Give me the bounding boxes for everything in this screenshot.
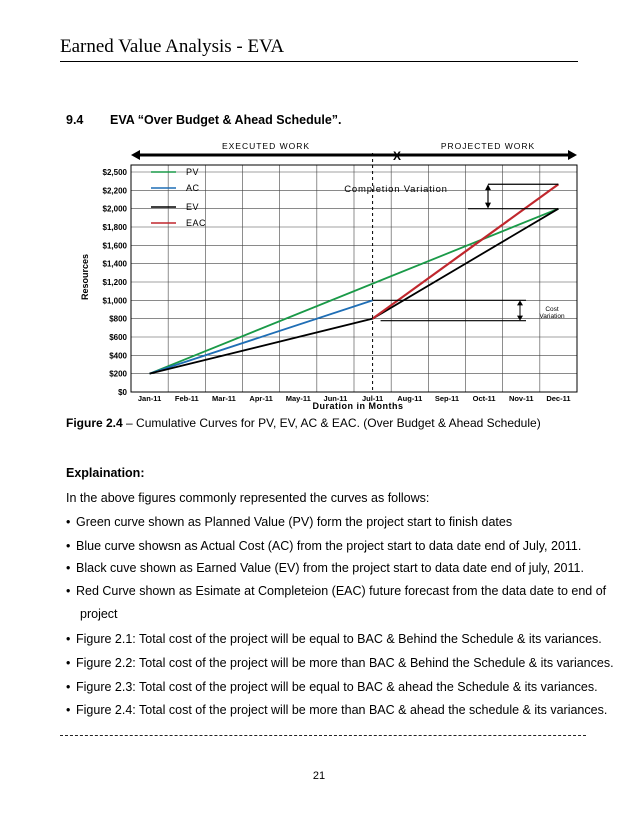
y-tick-label: $400 — [109, 351, 127, 361]
data-date-marker: X — [392, 149, 402, 163]
y-tick-label: $1,400 — [102, 259, 127, 269]
bullet-dot: • — [66, 584, 71, 598]
x-tick-label: Apr-11 — [249, 394, 273, 403]
top-label-executed: EXECUTED WORK — [221, 141, 311, 151]
figure-caption — [66, 416, 541, 430]
section-title — [66, 113, 342, 127]
legend-ac-label: AC — [186, 183, 200, 193]
cost-variation-label-2: Variation — [539, 313, 565, 320]
y-tick-label: $1,600 — [102, 241, 127, 251]
x-tick-label: Jan-11 — [137, 394, 162, 403]
bullet-text: Figure 2.1: Total cost of the project will be equal to BAC & Behind the Schedule & its variances. — [76, 632, 602, 646]
y-tick-label: $1,200 — [102, 278, 127, 287]
bullet-continuation: project — [80, 607, 118, 621]
legend — [151, 167, 206, 228]
bullet-dot: • — [66, 539, 71, 553]
bullet-text: Figure 2.2: Total cost of the project will be more than BAC & Behind the Schedule & its variances. — [76, 656, 614, 670]
x-tick-label: Jul-11 — [361, 394, 384, 403]
footer-rule — [60, 735, 586, 736]
figure-caption-text: – Cumulative Curves for PV, EV, AC & EAC. (Over Budget & Ahead Schedule) — [122, 416, 541, 430]
y-tick-label: $1,800 — [102, 223, 127, 232]
bullet-item — [66, 539, 581, 553]
x-tick-label: Oct-11 — [472, 394, 496, 403]
cost-variation-label-1: Cost — [545, 306, 559, 313]
y-tick-label: $200 — [109, 369, 127, 379]
page-number: 21 — [312, 770, 326, 782]
bullet-text: Figure 2.4: Total cost of the project will be more than BAC & ahead the schedule & its variances. — [76, 703, 608, 717]
completion-arrowhead-down — [485, 203, 491, 209]
y-tick-label: $2,200 — [102, 186, 127, 196]
explanation-title: Explaination: — [66, 466, 145, 480]
y-tick-label: $2,500 — [102, 168, 127, 177]
page-header-title: Earned Value Analysis - EVA — [60, 36, 285, 57]
bullet-text: Figure 2.3: Total cost of the project will be equal to BAC & ahead the Schedule & its variances. — [76, 680, 598, 694]
bullet-text: Green curve shown as Planned Value (PV) form the project start to finish dates — [76, 515, 513, 529]
y-tick-label: $600 — [109, 333, 127, 342]
arrowhead-right — [568, 150, 577, 160]
explanation-intro: In the above figures commonly represented the curves as follows: — [66, 491, 430, 505]
bullet-item — [66, 515, 512, 529]
legend-eac-label: EAC — [186, 218, 207, 228]
figure-caption-label: Figure 2.4 — [66, 416, 123, 430]
x-tick-label: Jun-11 — [323, 394, 348, 403]
bullet-dot: • — [66, 561, 71, 575]
bullet-item — [66, 656, 614, 670]
y-tick-label: $800 — [109, 314, 127, 324]
top-label-projected: PROJECTED WORK — [440, 141, 536, 151]
bullet-text: Black cuve shown as Earned Value (EV) from the project start to data date end of july, 2011. — [76, 561, 584, 575]
bullet-text: Red Curve shown as Esimate at Completeion (EAC) future forecast from the data date to end of — [76, 584, 607, 598]
bullet-item — [66, 703, 607, 717]
x-tick-label: Aug-11 — [397, 394, 423, 403]
x-tick-label: Sep-11 — [434, 394, 460, 403]
section-heading: EVA “Over Budget & Ahead Schedule”. — [110, 113, 342, 127]
completion-variation-label: Completion Variation — [344, 184, 448, 195]
bullet-dot: • — [66, 703, 71, 717]
cost-arrowhead-up — [517, 300, 523, 305]
y-axis-title: Resources — [80, 253, 90, 301]
x-tick-label: Feb-11 — [174, 394, 199, 403]
x-tick-label: May-11 — [285, 394, 311, 403]
bullet-dot: • — [66, 515, 71, 529]
header-rule — [60, 61, 578, 62]
completion-arrowhead-up — [485, 184, 491, 190]
x-tick-label: Nov-11 — [508, 394, 534, 403]
bullet-dot: • — [66, 656, 71, 670]
bullet-item — [66, 561, 584, 575]
x-axis-title: Duration in Months — [312, 401, 404, 411]
x-tick-label: Dec-11 — [546, 394, 571, 403]
bullet-item — [66, 680, 598, 694]
bullet-dot: • — [66, 680, 71, 694]
y-tick-label: $2,000 — [102, 204, 127, 214]
bullet-item — [66, 632, 602, 646]
section-number: 9.4 — [66, 113, 84, 127]
y-tick-label: $1,000 — [102, 296, 127, 306]
x-tick-label: Mar-11 — [212, 394, 236, 403]
bullet-text: Blue curve showsn as Actual Cost (AC) from the project start to data date end of July, 2011. — [76, 539, 582, 553]
arrowhead-left — [131, 150, 140, 160]
legend-pv-label: PV — [186, 167, 200, 177]
bullet-item — [66, 584, 606, 598]
legend-ev-label: EV — [186, 202, 200, 212]
eva-chart — [66, 135, 586, 413]
bullet-dot: • — [66, 632, 71, 646]
cost-arrowhead-down — [517, 316, 523, 321]
y-tick-label: $0 — [118, 388, 127, 397]
